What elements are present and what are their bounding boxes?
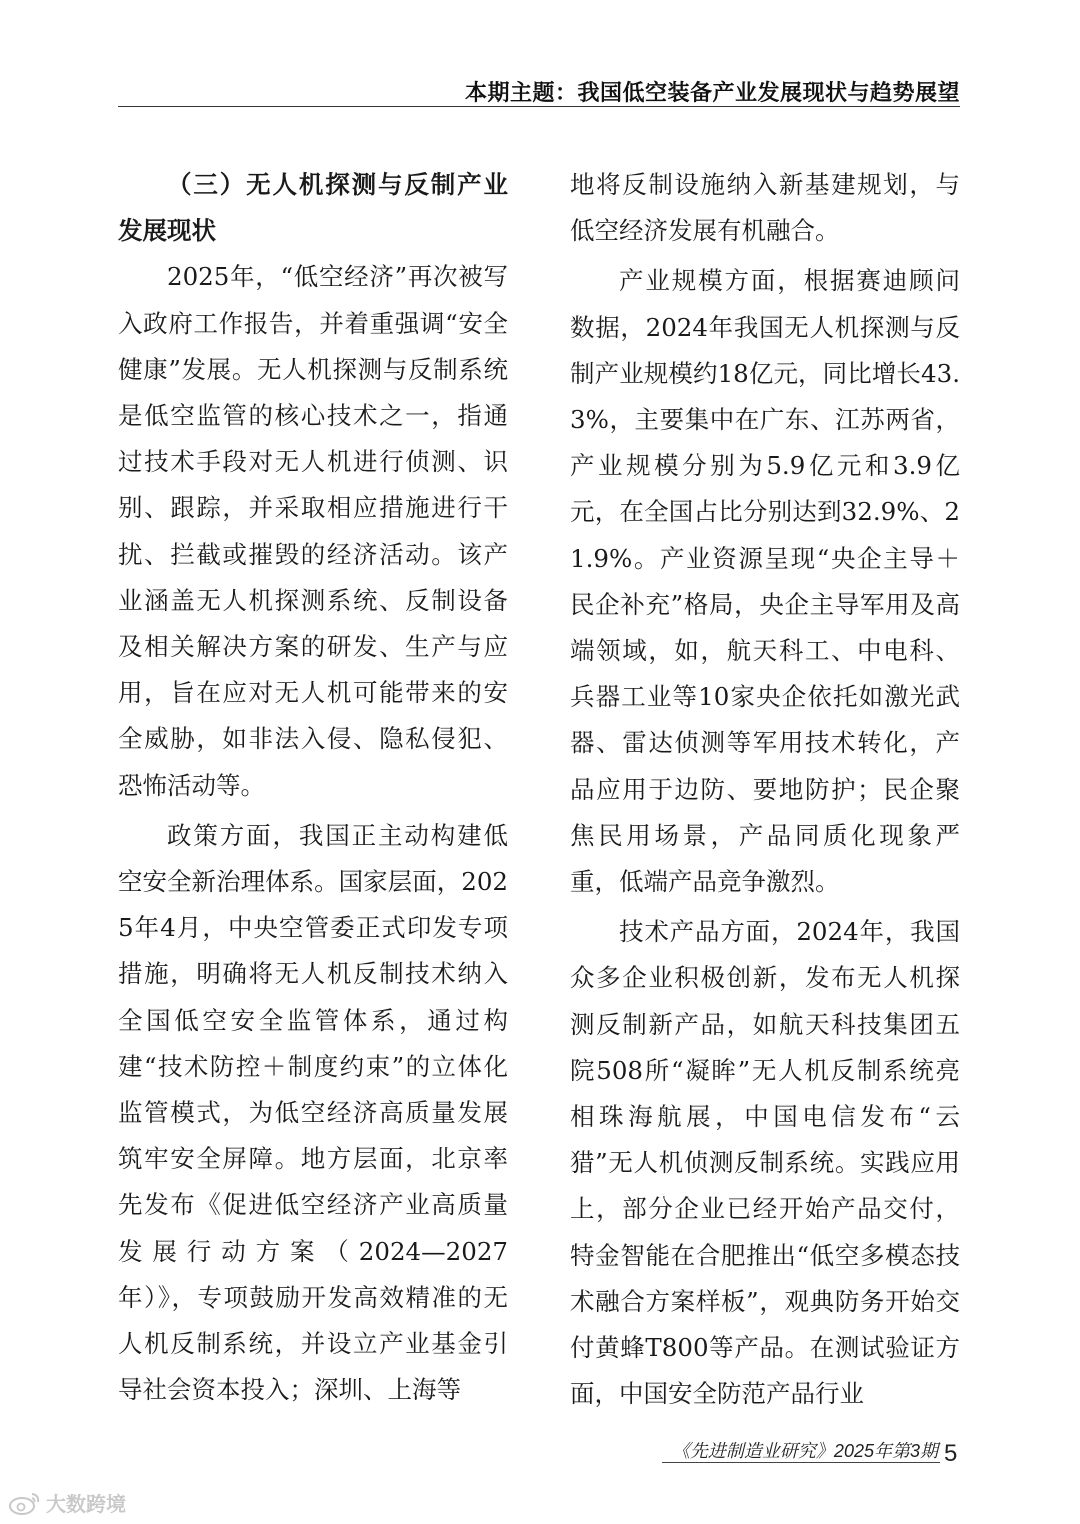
right-column [570, 162, 960, 1417]
footer-journal-title: 《先进制造业研究》2025年第3期 [671, 1441, 938, 1461]
footer-rule [662, 1462, 940, 1463]
watermark [8, 1488, 126, 1517]
body-paragraph: 产业规模方面，根据赛迪顾问数据，2024年我国无人机探测与反制产业规模约18亿元，同比增长43.3%，主要集中在广东、江苏两省，产业规模分别为5.9亿元和3.9亿元，在全国占比分别达到32.9%、21.9%。产业资源呈现“央企主导＋民企补充”格局，央企主导军用及高端领域，如，航天科工、中电科、兵器工业等10家央企依托如激光武器、雷达侦测等军用技术转化，产品应用于边防、要地防护；民企聚焦民用场景，产品同质化现象严重，低端产品竞争激烈。 [570, 266, 960, 897]
watermark-text: 大数跨境 [46, 1492, 126, 1516]
page-number: 5 [944, 1440, 958, 1467]
body-paragraph: 2025年，“低空经济”再次被写入政府工作报告，并着重强调“安全健康”发展。无人机探测与反制系统是低空监管的核心技术之一，指通过技术手段对无人机进行侦测、识别、跟踪，并采取相应措施进行干扰、拦截或摧毁的经济活动。该产业涵盖无人机探测系统、反制设备及相关解决方案的研发、生产与应用，旨在应对无人机可能带来的安全威胁，如非法入侵、隐私侵犯、恐怖活动等。 [118, 262, 508, 800]
running-header: 本期主题：我国低空装备产业发展现状与趋势展望 [464, 81, 960, 106]
body-paragraph-continued: 地将反制设施纳入新基建规划，与低空经济发展有机融合。 [570, 170, 960, 246]
body-paragraph: 技术产品方面，2024年，我国众多企业积极创新，发布无人机探测反制新产品，如航天科技集团五院508所“凝眸”无人机反制系统亮相珠海航展，中国电信发布“云猎”无人机侦测反制系统。实践应用上，部分企业已经开始产品交付，特金智能在合肥推出“低空多模态技术融合方案样板”，观典防务开始交付黄蜂T800等产品。在测试验证方面，中国安全防范产品行业 [570, 917, 960, 1409]
body-paragraph: 政策方面，我国正主动构建低空安全新治理体系。国家层面，2025年4月，中央空管委正式印发专项措施，明确将无人机反制技术纳入全国低空安全监管体系，通过构建“技术防控＋制度约束”的立体化监管模式，为低空经济高质量发展筑牢安全屏障。地方层面，北京率先发布《促进低空经济产业高质量发展行动方案（2024—2027年）》，专项鼓励开发高效精准的无人机反制系统，并设立产业基金引导社会资本投入；深圳、上海等 [118, 820, 508, 1405]
left-column [118, 162, 508, 1413]
header-rule [118, 106, 960, 107]
weibo-logo-icon [8, 1490, 42, 1516]
section-heading: （三）无人机探测与反制产业发展现状 [118, 170, 508, 246]
